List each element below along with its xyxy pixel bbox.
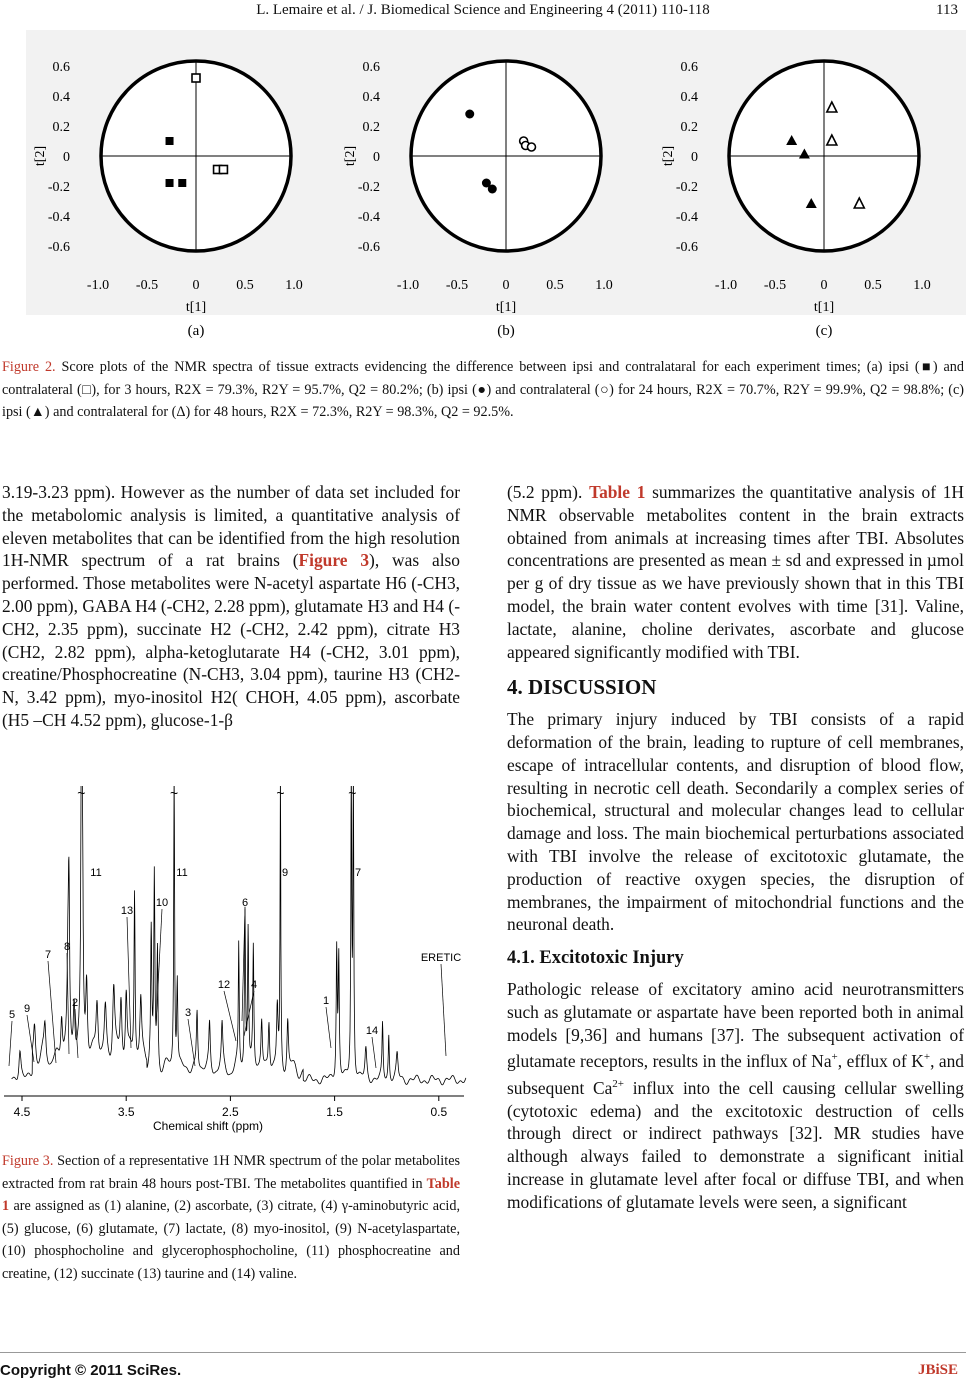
peak-pointer xyxy=(188,1019,195,1066)
x-tick-label: 4.5 xyxy=(13,1105,31,1119)
x-tick-label: -1.0 xyxy=(396,278,420,293)
y-tick-label: -0.2 xyxy=(675,180,698,195)
right-para-1-a: (5.2 ppm). xyxy=(507,482,590,502)
peak-label: 11 xyxy=(176,867,188,879)
peak-label: 11 xyxy=(90,867,102,879)
y-tick-label: -0.4 xyxy=(47,210,70,225)
x-tick-label: -0.5 xyxy=(445,278,469,293)
footer-journal: JBiSE xyxy=(917,1362,958,1378)
y-tick-label: 0.4 xyxy=(680,90,698,105)
peak-label: 1 xyxy=(322,995,330,1007)
contralateral-point xyxy=(527,143,535,151)
y-tick-label: 0.2 xyxy=(362,120,380,135)
right-para-3-d: influx into the cell causing cellular swelling (cytotoxic edema) and the excitotoxic destruction of cells through direct or indirect pathways [32]. MR studies have although always failed to demonstrate a significant initial increase in glutamate level after focal or diffuse TBI, and when modifications of glutamate levels were seen, a significant xyxy=(507,1077,964,1212)
ipsi-point xyxy=(465,110,474,119)
figure-2-score-plots xyxy=(0,30,966,350)
figure-3-caption-label: Figure 3. xyxy=(2,1153,54,1169)
peak-label: 2 xyxy=(71,997,79,1009)
score-plot-2 xyxy=(336,30,676,315)
y-tick-label: -0.2 xyxy=(47,180,70,195)
right-para-1-b: summarizes the quantitative analysis of 1H NMR observable metabolites content in the brain extracts obtained from animals at increasing times after TBI. Absolutes concentrations are presented as mean ± sd and expressed in µmol per g of dry tissue as we have previously shown that in this TBI model, the brain water content evolves with time [31]. Valine, lactate, alanine, choline derivates, ascorbate and glucose appeared significantly modified with TBI. xyxy=(507,482,964,662)
x-tick-label: 0 xyxy=(502,278,510,293)
right-para-3-c: , and subsequent Ca xyxy=(507,1051,965,1098)
score-plot-3 xyxy=(654,30,966,315)
ipsi-point xyxy=(166,137,174,145)
peak-label: 10 xyxy=(155,897,169,909)
x-axis-label: Chemical shift (ppm) xyxy=(152,1119,264,1133)
score-plot-1 xyxy=(26,30,366,315)
y-tick-label: 0.4 xyxy=(362,90,380,105)
right-para-3-b: , efflux of K xyxy=(837,1051,924,1072)
peak-pointer xyxy=(372,1037,376,1068)
peak-label: 7 xyxy=(44,949,52,961)
x-tick-label: 0.5 xyxy=(430,1105,448,1119)
x-tick-label: 0 xyxy=(820,278,828,293)
x-tick-label: 0.5 xyxy=(546,278,564,293)
y-axis-label: t[2] xyxy=(661,145,676,167)
peak-label: 12 xyxy=(217,979,231,991)
figure-3-nmr-spectrum xyxy=(0,786,470,1138)
footer-copyright: Copyright © 2011 SciRes. xyxy=(0,1362,182,1379)
figure-2-caption-label: Figure 2. xyxy=(2,359,56,375)
peak-pointer xyxy=(27,1015,34,1062)
ipsi-point xyxy=(166,179,174,187)
peak-label: 7 xyxy=(354,867,362,879)
y-tick-label: -0.6 xyxy=(47,240,70,255)
right-para-3-a: Pathologic release of excitatory amino acid neurotransmitters such as glutamate or aspartate have been reported both in animal models [9,36] and humans [37]. The subsequent activation of glutamate receptors, results in the influx of Na xyxy=(507,978,964,1072)
x-tick-label: -1.0 xyxy=(714,278,738,293)
peak-label: ERETIC xyxy=(420,952,462,964)
panel-label-(a): (a) xyxy=(187,323,205,339)
left-para-1-b: ), was also performed. Those metabolites were N-acetyl aspartate H6 (-CH3, 2.00 ppm), GABA H4 (-CH2, 2.28 ppm), glutamate H3 and H4 (-CH2, 2.35 ppm), succinate H2 (-CH2, 2.42 ppm), citrate H3 (CH2, 2.82 ppm), alpha-ketoglutarate H4 (-CH2, 3.01 ppm), creatine/Phosphocreatine (N-CH3, 3.04 ppm), taurine H3 (CH2-N, 3.42 ppm), myo-inositol H2( CHOH, 4.05 ppm), ascorbate (H5 –CH 4.52 ppm), glucose-1-β xyxy=(2,550,460,730)
truncation-mark: ~ xyxy=(348,786,357,801)
truncation-mark: ~ xyxy=(276,786,285,801)
subsection-heading-excitotoxic: 4.1. Excitotoxic Injury xyxy=(507,948,684,969)
peak-label: 4 xyxy=(250,979,258,991)
peak-label: 13 xyxy=(120,905,134,917)
sup-plus-1: + xyxy=(831,1051,838,1064)
x-tick-label: 0 xyxy=(192,278,200,293)
sup-2plus: 2+ xyxy=(612,1077,625,1090)
y-tick-label: 0.6 xyxy=(52,60,70,75)
footer-rule xyxy=(0,1352,966,1353)
y-tick-label: 0.6 xyxy=(362,60,380,75)
y-tick-label: 0.6 xyxy=(680,60,698,75)
contralateral-point xyxy=(192,74,200,82)
figure-2 xyxy=(0,30,966,350)
peak-pointer xyxy=(48,961,56,1063)
peak-label: 9 xyxy=(281,867,289,879)
right-para-2: The primary injury induced by TBI consists of a rapid deformation of the brain, leading to rupture of cell membranes, escape of intracellular contents, and disruption of blood flow, resulting in necrotic cell death. Secondarily a complex series of biochemical, structural and molecular changes lead to cellular damage and loss. The main biochemical perturbations associated with TBI involve the release of excitotoxic glutamate, the production of reactive oxygen species, the disruption of membranes, the impairment of mitochondrial functions and the neuronal death. xyxy=(507,709,964,935)
ipsi-point xyxy=(178,179,186,187)
truncation-mark: ~ xyxy=(77,786,86,801)
left-para-1-a: 3.19-3.23 ppm). However as the number of data set included for the metabolomic analysis is limited, a quantitative analysis of eleven metabolites that can be identified from the high resolution 1H-NMR spectrum of a rat brains ( xyxy=(2,482,460,571)
x-axis-label: t[1] xyxy=(185,300,207,315)
table-1-ref-link[interactable]: Table 1 xyxy=(2,1175,460,1214)
peak-label: 14 xyxy=(365,1025,379,1037)
x-tick-label: 3.5 xyxy=(117,1105,135,1119)
peak-label: 5 xyxy=(8,1009,16,1021)
figure-3-caption-text-b: are assigned as (1) alanine, (2) ascorbate, (3) citrate, (4) γ-aminobutyric acid, (5) glucose, (6) glutamate, (7) lactate, (8) myo-inositol, (9) N-acetylaspartate, (10) phosphocholine and glycerophosphocholine, (11) phosphocreatine and creatine, (12) succinate (13) taurine and (14) valine. xyxy=(2,1198,460,1282)
x-tick-label: 1.5 xyxy=(326,1105,343,1119)
running-head: L. Lemaire et al. / J. Biomedical Science and Engineering 4 (2011) 110-118 xyxy=(256,2,710,18)
y-tick-label: 0.2 xyxy=(680,120,698,135)
y-tick-label: 0 xyxy=(691,150,698,165)
y-tick-label: -0.2 xyxy=(357,180,380,195)
contralateral-point xyxy=(219,166,227,174)
figure-3-caption xyxy=(2,1150,460,1285)
peak-pointer xyxy=(67,953,69,1054)
peak-pointer xyxy=(224,991,236,1041)
figure-2-caption xyxy=(2,356,964,424)
x-tick-label: -0.5 xyxy=(135,278,159,293)
x-tick-label: -0.5 xyxy=(763,278,787,293)
x-tick-label: 0.5 xyxy=(864,278,882,293)
section-heading-discussion: 4. DISCUSSION xyxy=(507,675,657,700)
x-axis-label: t[1] xyxy=(813,300,835,315)
figure-2-caption-text: Score plots of the NMR spectra of tissue extracts evidencing the difference between ipsi and contralataral for each experiment times; (a) ipsi (■) and contralateral (□), for 3 hours, R2X = 79.3%, R2Y = 95.7%, Q2 = 80.2%; (b) ipsi (●) and contralateral (○) for 24 hours, R2X = 70.7%, R2Y = 99.9%, Q2 = 98.8%; (c) ipsi (▲) and contralateral for (Δ) for 48 hours, R2X = 72.3%, R2Y = 98.3%, Q2 = 92.5%. xyxy=(2,359,964,420)
y-axis-label: t[2] xyxy=(33,145,48,167)
peak-label: 3 xyxy=(184,1007,192,1019)
y-tick-label: 0.2 xyxy=(52,120,70,135)
spectrum-trace xyxy=(12,786,466,1085)
x-axis-label: t[1] xyxy=(495,300,517,315)
x-tick-label: -1.0 xyxy=(86,278,110,293)
y-axis-label: t[2] xyxy=(343,145,358,167)
y-tick-label: 0.4 xyxy=(52,90,70,105)
y-tick-label: -0.6 xyxy=(357,240,380,255)
x-tick-label: 0.5 xyxy=(236,278,254,293)
panel-label-(c): (c) xyxy=(815,323,833,339)
peak-pointer xyxy=(326,1007,331,1048)
figure-3-ref-link[interactable]: Figure 3 xyxy=(298,550,370,571)
ipsi-point xyxy=(488,185,497,194)
x-tick-label: 1.0 xyxy=(595,278,613,293)
x-tick-label: 1.0 xyxy=(913,278,931,293)
figure-3-caption-text-a: Section of a representative 1H NMR spectrum of the polar metabolites extracted from rat brain 48 hours post-TBI. The metabolites quantified in xyxy=(2,1153,461,1192)
left-column-text xyxy=(2,481,460,732)
panel-label-(b): (b) xyxy=(497,323,515,339)
peak-label: 6 xyxy=(241,897,249,909)
x-tick-label: 1.0 xyxy=(285,278,303,293)
peak-pointer xyxy=(9,1021,12,1066)
figure-3 xyxy=(0,786,470,1138)
page-number: 113 xyxy=(936,2,958,18)
y-tick-label: -0.4 xyxy=(675,210,698,225)
peak-label: 9 xyxy=(23,1003,31,1015)
y-tick-label: -0.6 xyxy=(675,240,698,255)
sup-plus-2: + xyxy=(923,1051,931,1064)
y-tick-label: 0 xyxy=(63,150,70,165)
y-tick-label: 0 xyxy=(373,150,380,165)
truncation-mark: ~ xyxy=(170,786,179,801)
x-tick-label: 2.5 xyxy=(222,1105,239,1119)
right-column-text xyxy=(507,481,964,1214)
peak-label: 8 xyxy=(63,941,71,953)
peak-pointer xyxy=(441,964,446,1056)
table-1-ref-link-2[interactable]: Table 1 xyxy=(589,482,646,502)
y-tick-label: -0.4 xyxy=(357,210,380,225)
